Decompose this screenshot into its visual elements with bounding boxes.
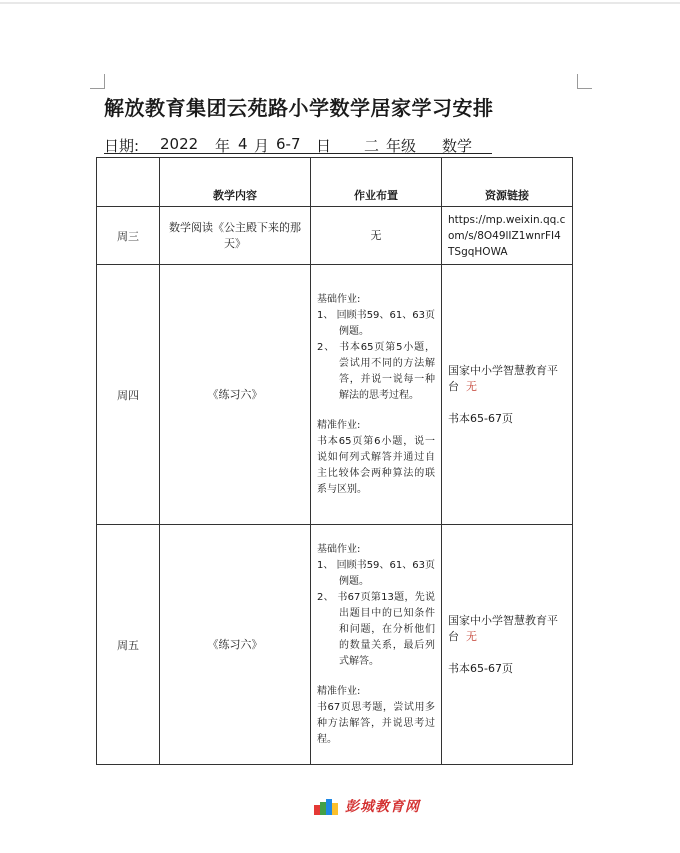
table-row [97, 207, 573, 265]
row-resource [442, 207, 573, 265]
date-line [104, 135, 492, 154]
table-header-row [97, 158, 573, 207]
date-days: 6-7 [276, 135, 301, 153]
table-row [97, 265, 573, 525]
row-content: 数学阅读《公主殿下来的那天》 [160, 207, 311, 265]
header-homework: 作业布置 [311, 158, 442, 207]
basic-homework-item: 2、 书本65页第5小题，尝试用不同的方法解答，并说一说每一种解法的思考过程。 [317, 341, 435, 401]
date-year: 2022 [160, 135, 199, 153]
subject: 数学 [442, 137, 473, 155]
logo-text: 彭城教育网 [345, 799, 420, 815]
basic-homework-item: 1、 回顾书59、61、63页例题。 [317, 559, 435, 587]
date-month: 4 [238, 135, 248, 153]
header-content: 教学内容 [160, 158, 311, 207]
row-resource [442, 265, 573, 525]
date-month-unit: 月 [254, 137, 270, 155]
resource-book: 书本65-67页 [448, 661, 513, 675]
resource-none: 无 [466, 379, 477, 393]
corner-mark-left [90, 74, 105, 89]
precise-homework-text: 书本65页第6小题，说一说如何列式解答并通过自主比较体会两种算法的联系与区别。 [317, 435, 435, 495]
resource-platform: 国家中小学智慧教育平台 无 [448, 363, 558, 393]
row-content: 《练习六》 [160, 525, 311, 765]
precise-homework-text: 书67页思考题，尝试用多种方法解答，并说思考过程。 [317, 701, 435, 745]
row-day: 周三 [97, 207, 160, 265]
basic-homework-item: 2、 书67页第13题，先说出题目中的已知条件和问题，在分析他们的数量关系，最后列式解答。 [317, 591, 435, 667]
row-homework: 无 [311, 207, 442, 265]
table-row [97, 525, 573, 765]
precise-homework-label: 精准作业: [317, 685, 361, 697]
precise-homework-label: 精准作业: [317, 419, 361, 431]
basic-homework-label: 基础作业: [317, 543, 361, 555]
row-homework [311, 265, 442, 525]
corner-mark-right [577, 74, 592, 89]
row-day: 周五 [97, 525, 160, 765]
date-day-unit: 日 [316, 137, 332, 155]
footer-logo [313, 795, 420, 817]
date-year-unit: 年 [215, 137, 231, 155]
row-day: 周四 [97, 265, 160, 525]
header-resources: 资源链接 [442, 158, 573, 207]
basic-homework-label: 基础作业: [317, 293, 361, 305]
schedule-table [96, 157, 573, 765]
header-day [97, 158, 160, 207]
resource-link[interactable]: https://mp.weixin.qq.com/s/8O49lIZ1wnrFI4TSgqHOWA [448, 213, 566, 258]
row-content: 《练习六》 [160, 265, 311, 525]
grade-unit: 年级 [386, 137, 417, 155]
resource-none: 无 [466, 629, 477, 643]
books-logo-icon [313, 796, 339, 816]
row-homework [311, 525, 442, 765]
date-label: 日期: [104, 137, 140, 155]
basic-homework-item: 1、 回顾书59、61、63页例题。 [317, 309, 435, 337]
resource-book: 书本65-67页 [448, 411, 513, 425]
row-resource [442, 525, 573, 765]
document-title: 解放教育集团云苑路小学数学居家学习安排 [104, 96, 494, 120]
resource-platform: 国家中小学智慧教育平台 无 [448, 613, 558, 643]
grade-number: 二 [364, 137, 380, 155]
page-top-edge [0, 2, 680, 4]
